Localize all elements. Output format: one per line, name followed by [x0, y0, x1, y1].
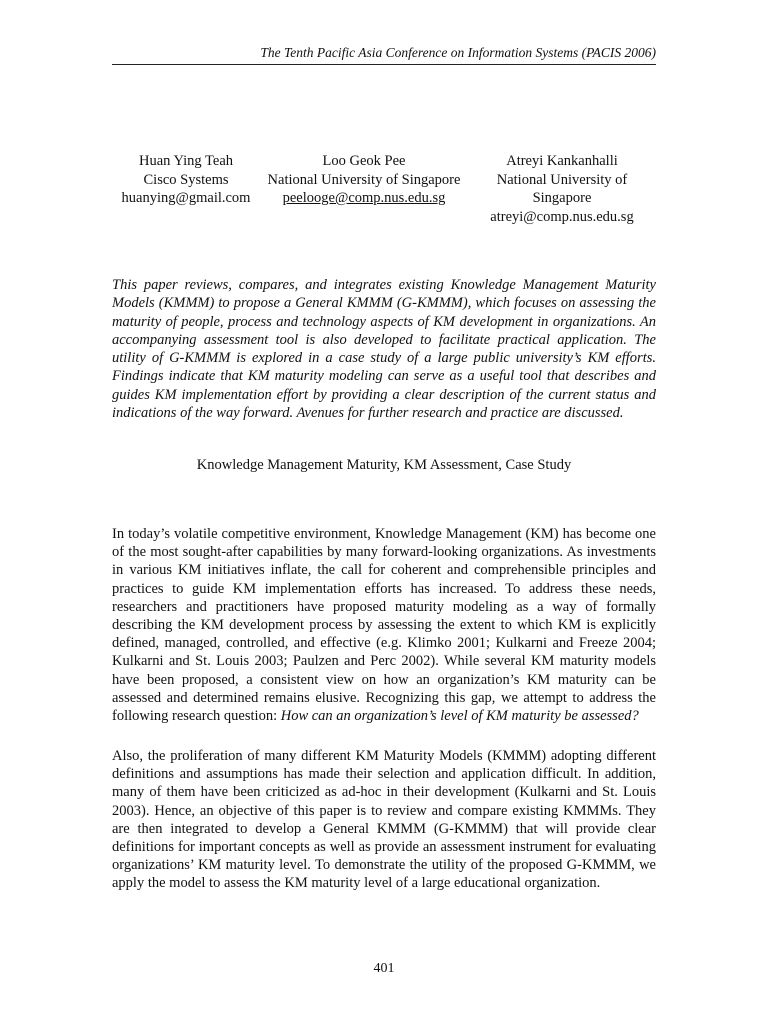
running-header: The Tenth Pacific Asia Conference on Information Systems (PACIS 2006) [260, 45, 656, 60]
keywords: Knowledge Management Maturity, KM Assessment, Case Study [196, 457, 572, 473]
abstract: This paper reviews, compares, and integrates existing Knowledge Management Maturity Models (KMMM) to propose a General KMMM (G-KMMM), which focuses on assessing the maturity of people, process and technology aspects of KM development in organizations. An accompanying assessment tool is also developed to facilitate practical application. The utility of G-KMMM is explored in a case study of a large public university’s KM efforts. Findings indicate that KM maturity modeling can serve as a useful tool that describes and guides KM implementation effort by providing a clear description of the current status and indications of the way forward. Avenues for further research and practice are discussed. [112, 277, 656, 422]
author-name: Loo Geok Pee [322, 153, 406, 169]
paragraph-text: In today’s volatile competitive environment, Knowledge Management (KM) has become one of the most sought-after capabilities by many forward-looking organizations. As investments in various KM initiatives inflate, the call for coherent and comprehensible principles and practices to guide KM implementation efforts has increased. To address these needs, researchers and practitioners have proposed maturity modeling as a way of formally describing the KM development process by assessing the extent to which KM is explicitly defined, managed, controlled, and effective (e.g. Klimko 2001; Kulkarni and Freeze 2004; Kulkarni and St. Louis 2003; Paulzen and Perc 2002). While several KM maturity models have been proposed, a consistent view on how an organization’s KM maturity can be assessed and determined remains elusive. Recognizing this gap, we attempt to address the following research question: [112, 526, 656, 725]
author-3 [468, 152, 656, 226]
author-email-link[interactable]: peelooge@comp.nus.edu.sg [282, 190, 446, 206]
introduction-paragraph-2: Also, the proliferation of many different KM Maturity Models (KMMM) adopting different definitions and assumptions has made their selection and application difficult. In addition, many of them have been criticized as ad-hoc in their development (Kulkarni and St. Louis 2003). Hence, an objective of this paper is to review and compare existing KMMMs. They are then integrated to develop a General KMMM (G-KMMM) that will provide clear definitions for important concepts as well as provide an assessment instrument for evaluating organizations’ KM maturity level. To demonstrate the utility of the proposed G-KMMM, we apply the model to assess the KM maturity level of a large educational organization. [112, 748, 656, 892]
author-block [112, 152, 656, 226]
author-email[interactable]: huanying@gmail.com [121, 190, 251, 206]
author-1 [112, 152, 260, 226]
author-affiliation-line-2: Singapore [532, 190, 592, 206]
page-number: 401 [373, 961, 395, 976]
author-name: Atreyi Kankanhalli [506, 153, 618, 169]
author-email[interactable]: atreyi@comp.nus.edu.sg [490, 208, 634, 225]
introduction-paragraph-1 [112, 525, 656, 725]
author-affiliation: Cisco Systems [143, 171, 229, 188]
author-name: Huan Ying Teah [138, 153, 234, 169]
author-2 [260, 152, 468, 226]
author-affiliation-line-1: National University of [496, 171, 628, 188]
research-question: How can an organization’s level of KM maturity be assessed? [280, 708, 639, 725]
header-rule [112, 64, 656, 65]
author-affiliation: National University of Singapore [267, 171, 461, 188]
